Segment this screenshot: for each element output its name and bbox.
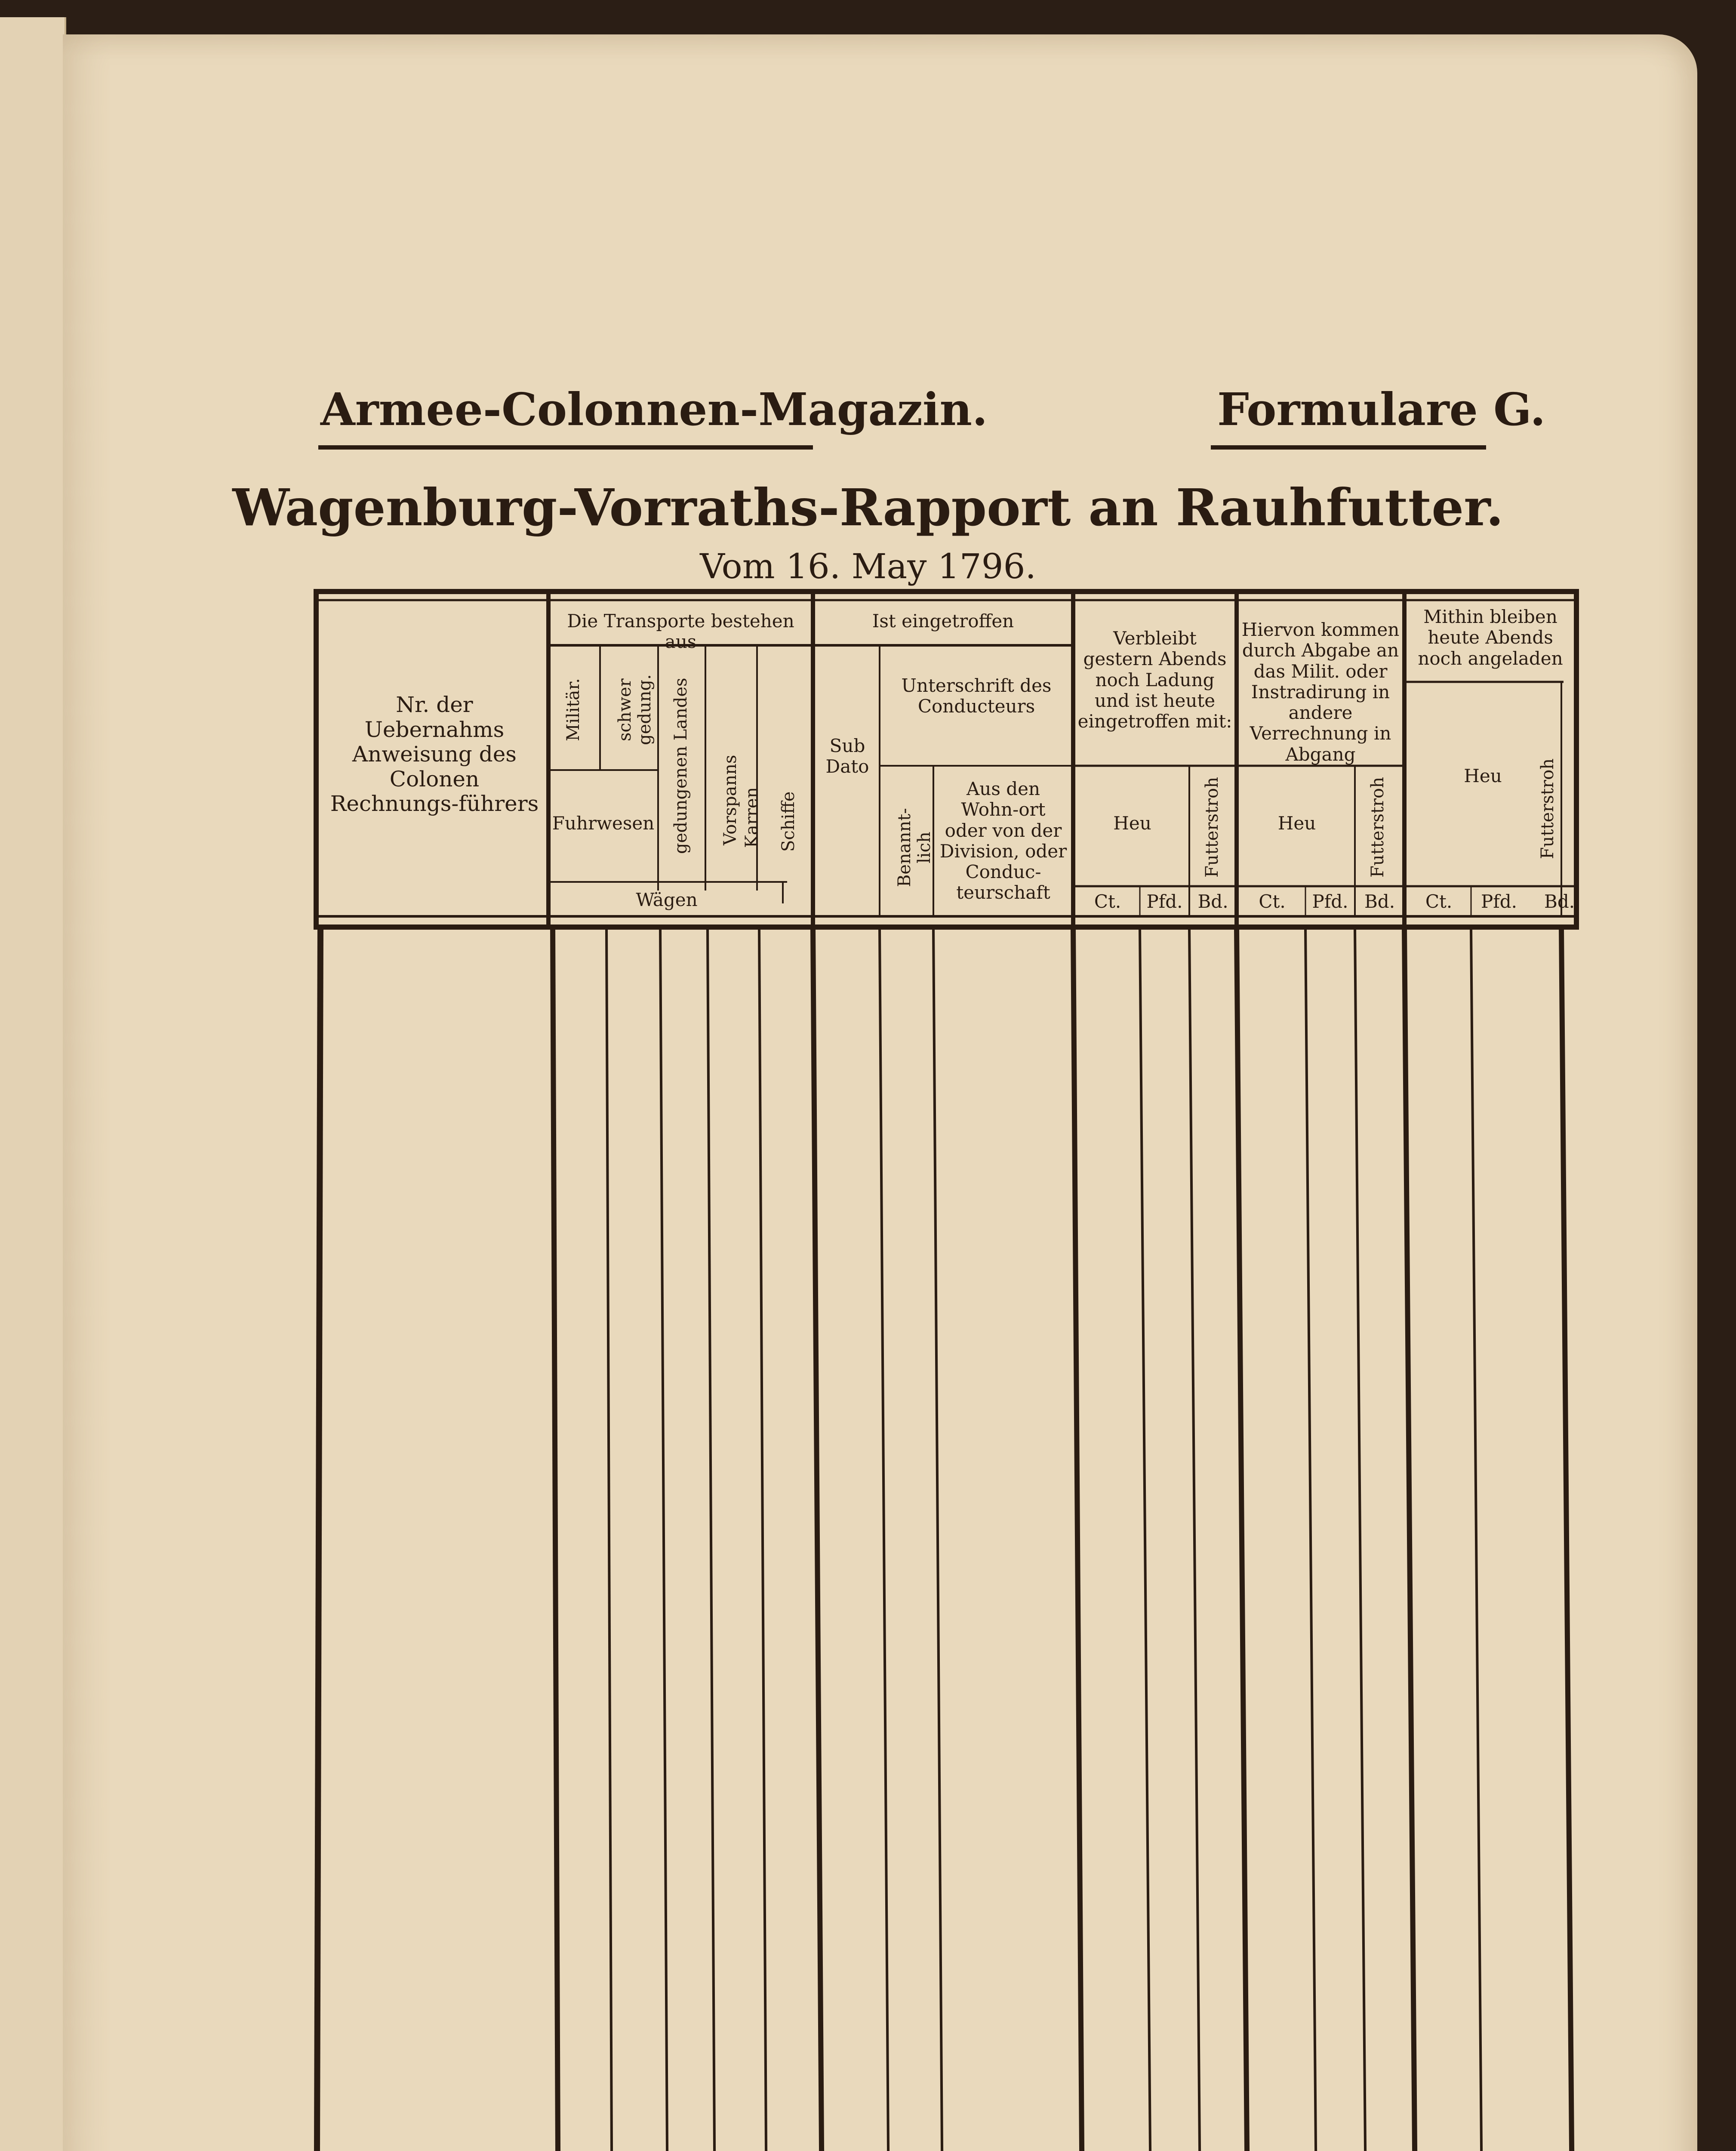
abgabe-pfd: Pfd.: [1312, 891, 1348, 912]
col-schiffe: Schiffe: [779, 791, 798, 852]
gestern-ct: Ct.: [1094, 891, 1121, 912]
document-title: Wagenburg-Vorraths-Rapport an Rauhfutter.: [232, 478, 1504, 537]
document-date: Vom 16. May 1796.: [700, 546, 1036, 586]
abgabe-ct: Ct.: [1259, 891, 1286, 912]
col-schwer-gedung: schwer gedung.: [615, 674, 655, 746]
group-abgabe-header: Hiervon kommen durch Abgabe an das Milit. oder Instradirung in andere Verrechnung in Abgang: [1241, 619, 1400, 765]
group-gestern-header: Verbleibt gestern Abends noch Ladung und ist heute eingetroffen mit:: [1077, 628, 1232, 732]
col-militaer: Militär.: [563, 678, 583, 742]
bleiben-pfd: Pfd.: [1481, 891, 1517, 912]
col-gedungenen-landes: gedungenen Landes: [671, 678, 691, 854]
bleiben-futterstroh: Futterstroh: [1538, 758, 1557, 860]
col-karren: Karren: [742, 787, 762, 848]
bleiben-heu: Heu: [1464, 765, 1502, 786]
header-right: Formulare G.: [1217, 383, 1546, 436]
gestern-futterstroh: Futterstroh: [1202, 777, 1222, 878]
gestern-bd: Bd.: [1197, 891, 1228, 912]
col-unterschrift: Unterschrift des Conducteurs: [901, 675, 1052, 717]
gestern-heu: Heu: [1113, 813, 1151, 834]
abgabe-bd: Bd.: [1364, 891, 1395, 912]
bleiben-ct: Ct.: [1425, 891, 1453, 912]
bleiben-bd: Bd.: [1544, 891, 1575, 912]
col-vorspanns: Vorspanns: [720, 755, 740, 846]
header-left: Armee-Colonnen-Magazin.: [320, 383, 988, 436]
group-transporte-header: Die Transporte bestehen aus: [567, 610, 794, 653]
gestern-pfd: Pfd.: [1146, 891, 1183, 912]
col-sub-dato: Sub Dato: [825, 735, 869, 777]
abgabe-heu: Heu: [1277, 813, 1316, 834]
col-aus-wohnort: Aus den Wohn-ort oder von der Division, oder Conduc-teurschaft: [939, 778, 1067, 903]
group-eingetroffen-header: Ist eingetroffen: [872, 610, 1014, 632]
abgabe-futterstroh: Futterstroh: [1368, 777, 1388, 878]
waegen-label: Wägen: [636, 889, 698, 910]
col-benannt: Benannt-lich: [895, 808, 934, 887]
group-bleiben-header: Mithin bleiben heute Abends noch angeladen: [1418, 606, 1563, 669]
col-nr-header: Nr. der Uebernahms Anweisung des Colonen Rechnungs-führers: [330, 692, 539, 816]
col-fuhrwesen: Fuhrwesen: [552, 813, 655, 834]
